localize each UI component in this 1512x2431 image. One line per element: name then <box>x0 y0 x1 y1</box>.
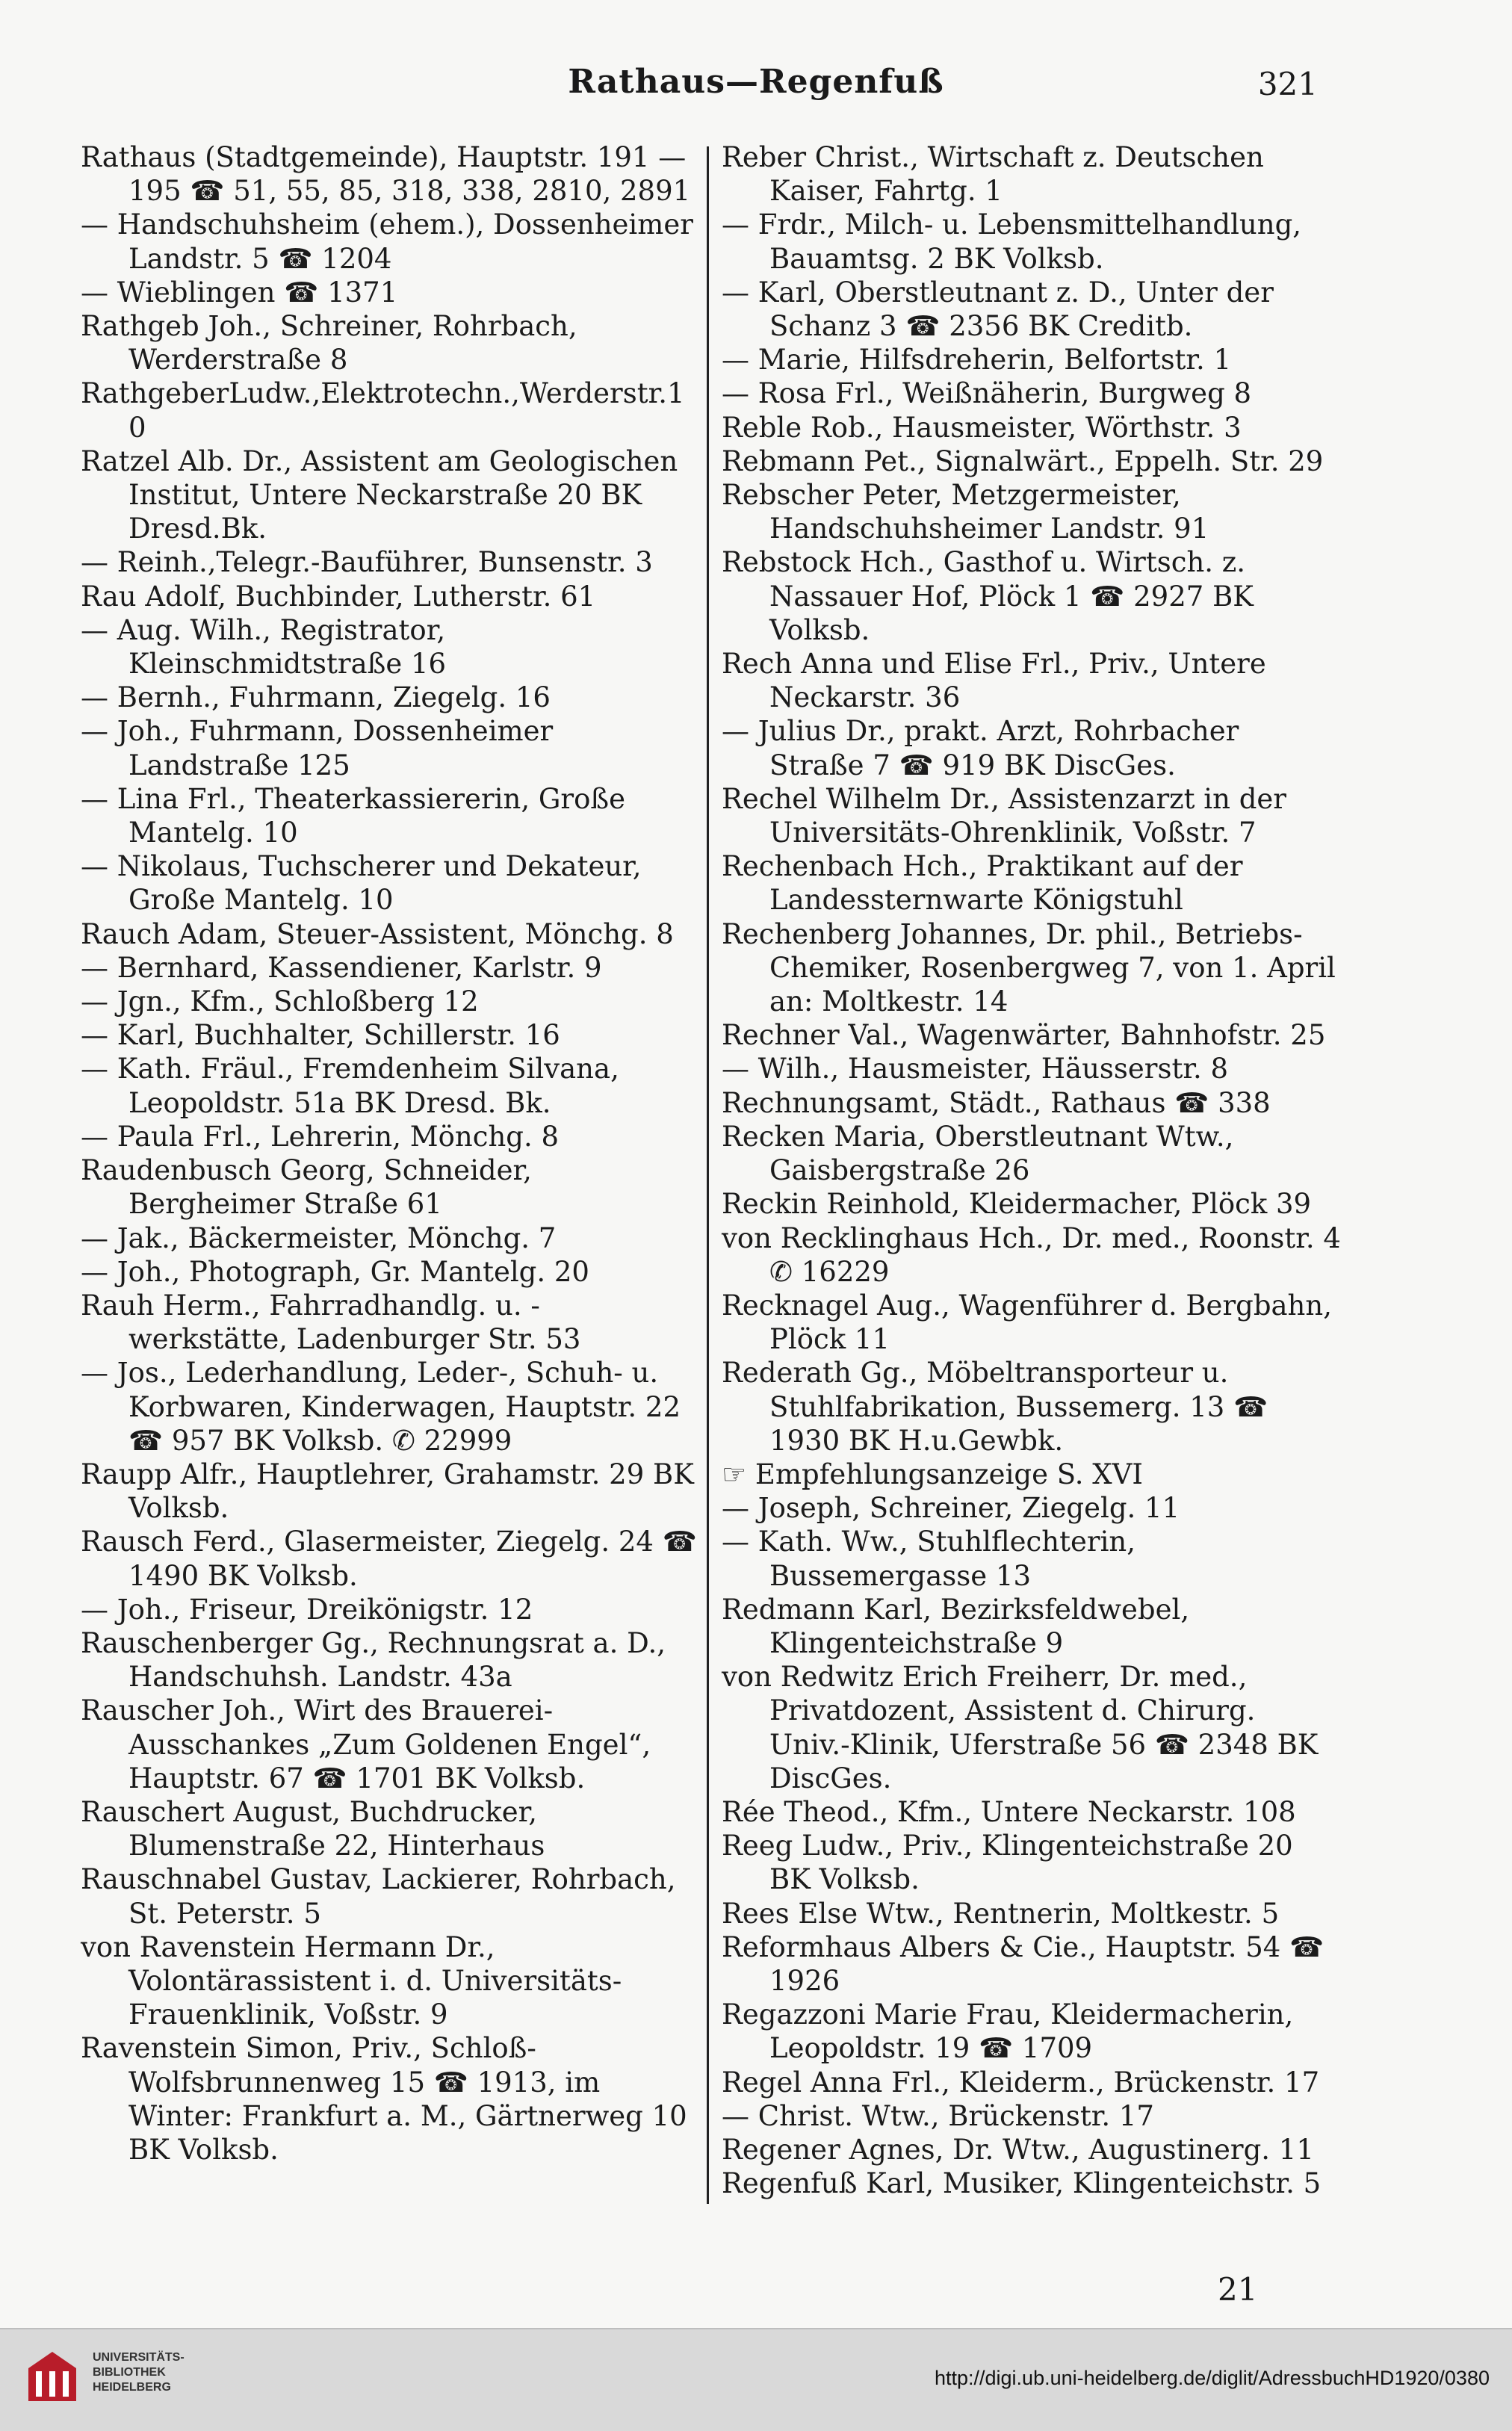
source-url-link[interactable]: http://digi.ub.uni-heidelberg.de/diglit/AdressbuchHD1920/0380 <box>934 2367 1490 2389</box>
directory-entry: Reeg Ludw., Priv., Klingenteichstraße 20 BK Volksb. <box>722 1830 1293 1896</box>
directory-entry: Rechel Wilhelm Dr., Assistenzarzt in der Universitäts-Ohrenklinik, Voßstr. 7 <box>722 782 1286 849</box>
directory-entry: — Kath. Ww., Stuhlflechterin, Bussemergasse 13 <box>722 1526 1135 1592</box>
institution-line: BIBLIOTHEK <box>93 2366 166 2379</box>
directory-entry: Rauch Adam, Steuer-Assistent, Mönchg. 8 <box>81 917 674 950</box>
directory-entry: — Reinh.,Telegr.-Bauführer, Bunsenstr. 3 <box>81 546 653 579</box>
directory-entry: Rauscher Joh., Wirt des Brauerei-Ausschankes „Zum Goldenen Engel“, Hauptstr. 67 ☎ 1701 BK Volksb. <box>81 1694 651 1794</box>
directory-entry: Reckin Reinhold, Kleidermacher, Plöck 39 <box>722 1188 1312 1221</box>
directory-entry: — Joh., Fuhrmann, Dossenheimer Landstraße 125 <box>81 715 554 781</box>
directory-entry: Rathgeb Joh., Schreiner, Rohrbach, Werderstraße 8 <box>81 310 577 377</box>
page-number: 321 <box>1257 66 1318 102</box>
directory-entry: Reble Rob., Hausmeister, Wörthstr. 3 <box>722 411 1242 444</box>
directory-entry: Rechnungsamt, Städt., Rathaus ☎ 338 <box>722 1086 1271 1119</box>
directory-entry: Rauschert August, Buchdrucker, Blumenstraße 22, Hinterhaus <box>81 1795 545 1862</box>
directory-entry: RathgeberLudw.,Elektrotechn.,Werderstr.10 <box>81 377 685 444</box>
signature-mark: 21 <box>1218 2271 1258 2308</box>
directory-entry: — Joseph, Schreiner, Ziegelg. 11 <box>722 1492 1180 1525</box>
directory-entry: — Paula Frl., Lehrerin, Mönchg. 8 <box>81 1120 560 1153</box>
column-divider <box>707 146 709 2204</box>
directory-entry: von Recklinghaus Hch., Dr. med., Roonstr. 4 ✆ 16229 <box>722 1221 1341 1288</box>
directory-entry: Regel Anna Frl., Kleiderm., Brückenstr. 17 <box>722 2066 1320 2099</box>
directory-entry: Ravenstein Simon, Priv., Schloß-Wolfsbrunnenweg 15 ☎ 1913, im Winter: Frankfurt a. M., Gärtnerweg 10 BK Volksb. <box>81 2032 687 2166</box>
directory-entry: — Jak., Bäckermeister, Mönchg. 7 <box>81 1221 557 1254</box>
directory-entry: — Handschuhsheim (ehem.), Dossenheimer Landstr. 5 ☎ 1204 <box>81 208 693 275</box>
directory-entry: — Nikolaus, Tuchscherer und Dekateur, Große Mantelg. 10 <box>81 850 642 917</box>
directory-entry: Reformhaus Albers & Cie., Hauptstr. 54 ☎ 1926 <box>722 1930 1324 1997</box>
footer-bar <box>0 2328 1512 2431</box>
directory-entry: von Redwitz Erich Freiherr, Dr. med., Privatdozent, Assistent d. Chirurg. Univ.-Klinik, Uferstraße 56 ☎ 2348 BK DiscGes. <box>722 1661 1319 1794</box>
directory-entry: Rau Adolf, Buchbinder, Lutherstr. 61 <box>81 580 596 613</box>
directory-entry: — Marie, Hilfsdreherin, Belfortstr. 1 <box>722 344 1232 377</box>
directory-entry: Reber Christ., Wirtschaft z. Deutschen Kaiser, Fahrtg. 1 <box>722 141 1264 208</box>
institution-line: HEIDELBERG <box>93 2381 171 2394</box>
directory-entry: — Frdr., Milch- u. Lebensmittelhandlung, Bauamtsg. 2 BK Volksb. <box>722 208 1302 275</box>
directory-entry: Rauschenberger Gg., Rechnungsrat a. D., Handschuhsh. Landstr. 43a <box>81 1626 666 1694</box>
directory-entry: von Ravenstein Hermann Dr., Volontärassistent i. d. Universitäts-Frauenklinik, Voßstr. 9 <box>81 1930 622 2031</box>
directory-entry: Rechenberg Johannes, Dr. phil., Betriebs-Chemiker, Rosenbergweg 7, von 1. April an: Moltkestr. 14 <box>722 917 1336 1018</box>
directory-entry: Rebstock Hch., Gasthof u. Wirtsch. z. Nassauer Hof, Plöck 1 ☎ 2927 BK Volksb. <box>722 546 1254 646</box>
directory-entry: Rechner Val., Wagenwärter, Bahnhofstr. 25 <box>722 1019 1326 1052</box>
directory-entry: Rauh Herm., Fahrradhandlg. u. -werkstätte, Ladenburger Str. 53 <box>81 1289 581 1356</box>
directory-entry: Regener Agnes, Dr. Wtw., Augustinerg. 11 <box>722 2133 1314 2166</box>
directory-entry: — Jos., Lederhandlung, Leder-, Schuh- u. Korbwaren, Kinderwagen, Hauptstr. 22 ☎ 957 BK Volksb. ✆ 22999 <box>81 1357 681 1457</box>
directory-entry: Rees Else Wtw., Rentnerin, Moltkestr. 5 <box>722 1897 1280 1930</box>
directory-entry: — Christ. Wtw., Brückenstr. 17 <box>722 2099 1154 2132</box>
directory-entry: Recken Maria, Oberstleutnant Wtw., Gaisbergstraße 26 <box>722 1120 1234 1187</box>
directory-entry: — Karl, Oberstleutnant z. D., Unter der Schanz 3 ☎ 2356 BK Creditb. <box>722 276 1274 343</box>
directory-entry: — Kath. Fräul., Fremdenheim Silvana, Leopoldstr. 51a BK Dresd. Bk. <box>81 1053 619 1119</box>
directory-entry: Redmann Karl, Bezirksfeldwebel, Klingenteichstraße 9 <box>722 1593 1190 1659</box>
directory-entry: Rauschnabel Gustav, Lackierer, Rohrbach, St. Peterstr. 5 <box>81 1863 676 1930</box>
directory-entry: Regenfuß Karl, Musiker, Klingenteichstr. 5 <box>722 2167 1322 2200</box>
directory-entry: Rée Theod., Kfm., Untere Neckarstr. 108 <box>722 1795 1296 1828</box>
directory-entry: Rebscher Peter, Metzgermeister, Handschuhsheimer Landstr. 91 <box>722 479 1209 545</box>
directory-entry: — Lina Frl., Theaterkassiererin, Große Mantelg. 10 <box>81 782 625 849</box>
directory-entry: Recknagel Aug., Wagenführer d. Bergbahn, Plöck 11 <box>722 1289 1332 1356</box>
directory-entry: Rechenbach Hch., Praktikant auf der Landessternwarte Königstuhl <box>722 850 1243 917</box>
directory-entry: — Julius Dr., prakt. Arzt, Rohrbacher Straße 7 ☎ 919 BK DiscGes. <box>722 715 1239 781</box>
directory-entry: Rederath Gg., Möbeltransporteur u. Stuhlfabrikation, Bussemerg. 13 ☎ 1930 BK H.u.Gewbk. <box>722 1357 1268 1457</box>
directory-entry: — Bernhard, Kassendiener, Karlstr. 9 <box>81 951 602 984</box>
directory-entry: Rathaus (Stadtgemeinde), Hauptstr. 191 —195 ☎ 51, 55, 85, 318, 338, 2810, 2891 <box>81 141 691 208</box>
directory-entry: Raudenbusch Georg, Schneider, Bergheimer Straße 61 <box>81 1154 532 1221</box>
directory-entry: Rausch Ferd., Glasermeister, Ziegelg. 24 ☎ 1490 BK Volksb. <box>81 1526 697 1592</box>
directory-entry: Rech Anna und Elise Frl., Priv., Untere Neckarstr. 36 <box>722 648 1266 714</box>
directory-entry: — Aug. Wilh., Registrator, Kleinschmidtstraße 16 <box>81 613 447 681</box>
directory-entry: — Wilh., Hausmeister, Häusserstr. 8 <box>722 1053 1229 1086</box>
directory-entry: — Joh., Photograph, Gr. Mantelg. 20 <box>81 1255 589 1288</box>
institution-line: UNIVERSITÄTS- <box>93 2351 185 2364</box>
directory-entry: Regazzoni Marie Frau, Kleidermacherin, Leopoldstr. 19 ☎ 1709 <box>722 1998 1294 2065</box>
university-logo-icon <box>22 2346 82 2406</box>
directory-entry: Ratzel Alb. Dr., Assistent am Geologischen Institut, Untere Neckarstraße 20 BK Dresd.Bk. <box>81 445 678 545</box>
page-header-title: Rathaus—Regenfuß <box>568 63 944 101</box>
directory-entry: Rebmann Pet., Signalwärt., Eppelh. Str. 29 <box>722 445 1324 477</box>
directory-entry: — Joh., Friseur, Dreikönigstr. 12 <box>81 1593 533 1626</box>
directory-entry: — Rosa Frl., Weißnäherin, Burgweg 8 <box>722 377 1252 410</box>
directory-entry: Raupp Alfr., Hauptlehrer, Grahamstr. 29 BK Volksb. <box>81 1458 694 1525</box>
right-column <box>722 140 1342 2200</box>
directory-entry: — Wieblingen ☎ 1371 <box>81 276 398 309</box>
institution-name <box>93 2350 185 2395</box>
directory-entry: ☞ Empfehlungsanzeige S. XVI <box>722 1458 1143 1490</box>
directory-entry: — Jgn., Kfm., Schloßberg 12 <box>81 985 479 1018</box>
directory-entry: — Karl, Buchhalter, Schillerstr. 16 <box>81 1019 560 1052</box>
left-column <box>81 140 698 2167</box>
directory-entry: — Bernh., Fuhrmann, Ziegelg. 16 <box>81 681 551 714</box>
